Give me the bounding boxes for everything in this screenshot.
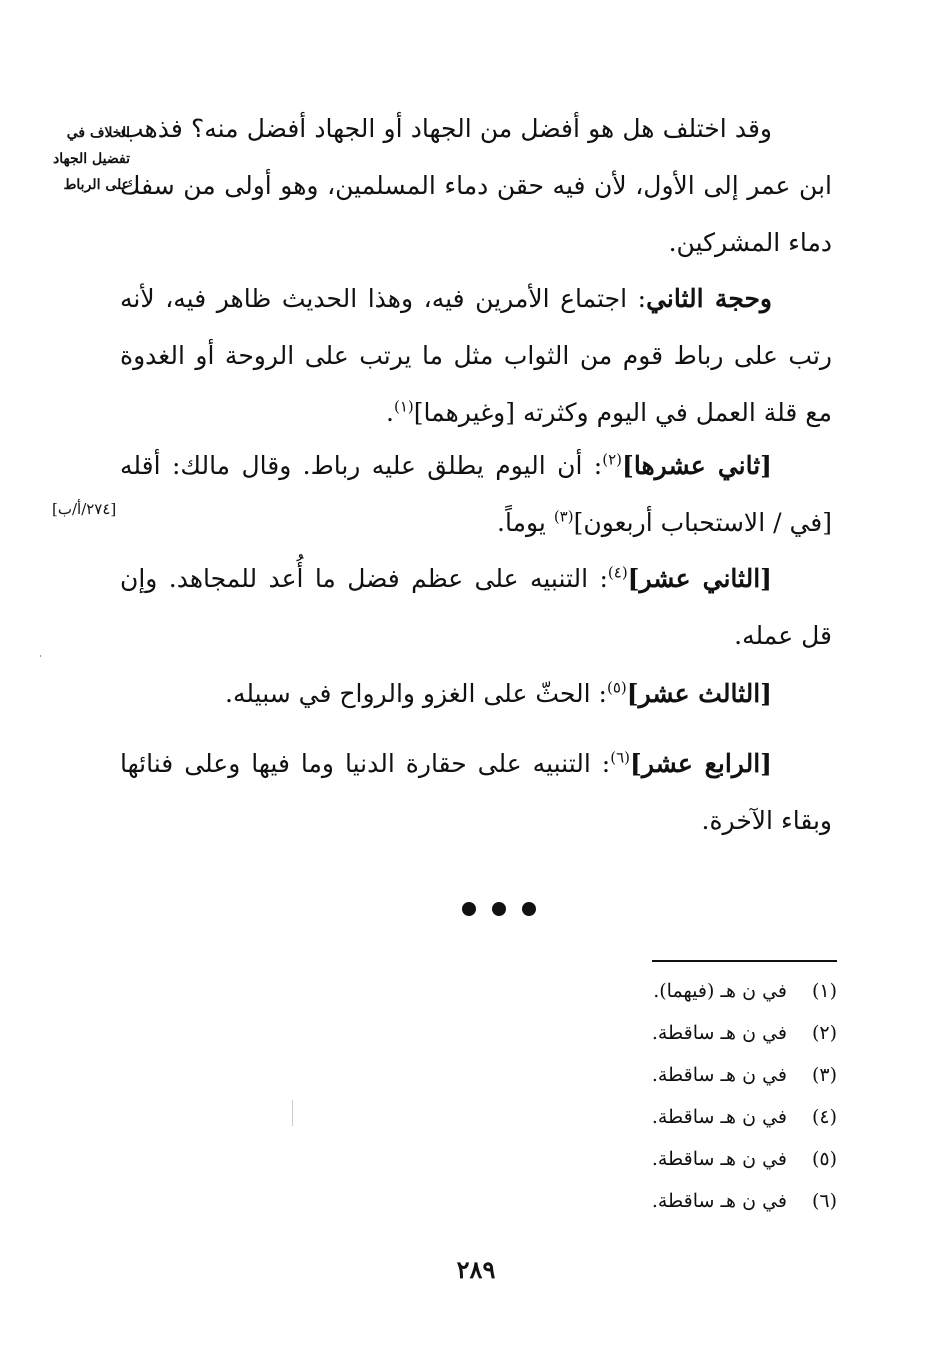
paragraph-5 bbox=[120, 665, 832, 722]
footnote-text: في ن هـ (فيهما). bbox=[653, 980, 787, 1002]
footnote-ref: (٢) bbox=[602, 450, 623, 469]
scan-speck bbox=[40, 655, 41, 657]
footnote-number: (٦) bbox=[811, 1190, 837, 1212]
paragraph-text: : أن اليوم يطلق عليه رباط. وقال مالك: أقله [في / الاستحباب أربعون] bbox=[120, 451, 832, 537]
scan-speck bbox=[292, 1100, 293, 1126]
paragraph-lead: [ثاني عشرها] bbox=[622, 451, 773, 480]
paragraph-3 bbox=[120, 437, 832, 551]
paragraph-text: : التنبيه على حقارة الدنيا وما فيها وعلى فنائها وبقاء الآخرة. bbox=[120, 749, 832, 835]
margin-note-line: تفضيل الجهاد bbox=[53, 151, 130, 167]
footnote-rule bbox=[652, 960, 837, 962]
footnote-text: في ن هـ ساقطة. bbox=[651, 1064, 787, 1086]
footnote bbox=[500, 1138, 837, 1180]
footnote bbox=[500, 1054, 837, 1096]
footnote-ref: (٣) bbox=[553, 507, 574, 526]
footnote-number: (٣) bbox=[811, 1064, 837, 1086]
footnote-text: في ن هـ ساقطة. bbox=[651, 1148, 787, 1170]
footnote-number: (٤) bbox=[811, 1106, 837, 1128]
footnote-number: (٢) bbox=[811, 1022, 837, 1044]
paragraph-lead: [الثالث عشر] bbox=[626, 679, 772, 708]
paragraph-end: يوماً. bbox=[497, 508, 554, 537]
paragraph-2 bbox=[120, 270, 832, 441]
footnotes bbox=[500, 970, 837, 1222]
paragraph-4 bbox=[120, 550, 832, 664]
separator-dot bbox=[522, 902, 536, 916]
footnote-text: في ن هـ ساقطة. bbox=[651, 1106, 787, 1128]
paragraph-lead: وحجة الثاني bbox=[646, 284, 772, 313]
footnote bbox=[500, 1180, 837, 1222]
footnote-text: في ن هـ ساقطة. bbox=[651, 1190, 787, 1212]
footnote-number: (٥) bbox=[811, 1148, 837, 1170]
footnote-text: في ن هـ ساقطة. bbox=[651, 1022, 787, 1044]
footnote-ref: (٥) bbox=[606, 678, 627, 697]
page-number: ٢٨٩ bbox=[456, 1255, 496, 1284]
margin-folio-reference: [٢٧٤/أ/ب] bbox=[52, 500, 117, 518]
footnote-ref: (١) bbox=[393, 397, 414, 416]
paragraph-text: : التنبيه على عظم فضل ما أُعد للمجاهد. وإن قل عمله. bbox=[120, 564, 832, 650]
footnote bbox=[500, 970, 837, 1012]
paragraph-1 bbox=[120, 100, 832, 271]
separator-dot bbox=[462, 902, 476, 916]
footnote-number: (١) bbox=[811, 980, 837, 1002]
paragraph-end: . bbox=[386, 398, 394, 427]
separator-dot bbox=[492, 902, 506, 916]
margin-note-line: على الرباط bbox=[63, 177, 130, 193]
margin-note bbox=[40, 120, 130, 198]
footnote-ref: (٤) bbox=[607, 563, 628, 582]
paragraph-text: وقد اختلف هل هو أفضل من الجهاد أو الجهاد أفضل منه؟ فذهب ابن عمر إلى الأول، لأن فيه حقن دماء المسلمين، وهو أولى من سفك دماء المشركين. bbox=[120, 114, 832, 257]
paragraph-text: : اجتماع الأمرين فيه، وهذا الحديث ظاهر فيه، لأنه رتب على رباط قوم من الثواب مثل ما يرتب على الروحة أو الغدوة مع قلة العمل في اليوم وكثرته [وغيرهما] bbox=[120, 284, 832, 427]
paragraph-lead: [الرابع عشر] bbox=[630, 749, 772, 778]
paragraph-6 bbox=[120, 735, 832, 849]
footnote bbox=[500, 1096, 837, 1138]
paragraph-text: : الحثّ على الغزو والرواح في سبيله. bbox=[225, 679, 607, 708]
footnote bbox=[500, 1012, 837, 1054]
footnote-ref: (٦) bbox=[610, 748, 630, 767]
section-separator-dots bbox=[462, 902, 542, 922]
margin-note-line: الخلاف في bbox=[66, 125, 130, 141]
paragraph-lead: [الثاني عشر] bbox=[627, 564, 772, 593]
